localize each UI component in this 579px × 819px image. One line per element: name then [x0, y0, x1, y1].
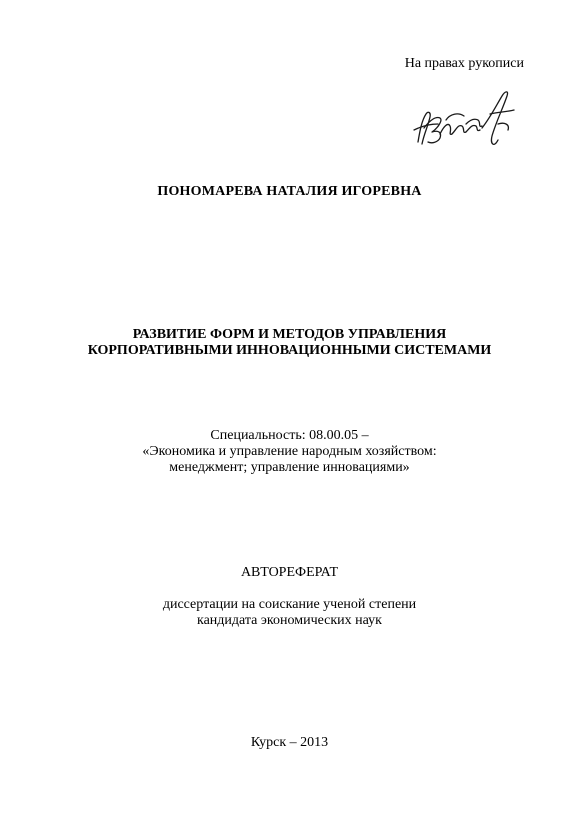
author-name: ПОНОМАРЕВА НАТАЛИЯ ИГОРЕВНА: [157, 184, 422, 199]
manuscript-note: На правах рукописи: [404, 56, 524, 71]
degree-block: [0, 597, 579, 629]
title-line: РАЗВИТИЕ ФОРМ И МЕТОДОВ УПРАВЛЕНИЯ: [132, 327, 447, 342]
document-type: АВТОРЕФЕРАТ: [240, 565, 339, 580]
dissertation-title: [0, 327, 579, 359]
specialty-line: менеджмент; управление инновациями»: [169, 460, 410, 475]
degree-line: кандидата экономических наук: [197, 613, 382, 628]
degree-line: диссертации на соискание ученой степени: [162, 597, 417, 612]
specialty-block: [0, 428, 579, 476]
title-line: КОРПОРАТИВНЫМИ ИННОВАЦИОННЫМИ СИСТЕМАМИ: [87, 343, 492, 358]
handwritten-signature: [410, 84, 520, 154]
place-year: Курск – 2013: [250, 735, 329, 750]
specialty-line: «Экономика и управление народным хозяйством:: [142, 444, 437, 459]
specialty-line: Специальность: 08.00.05 –: [210, 428, 369, 443]
